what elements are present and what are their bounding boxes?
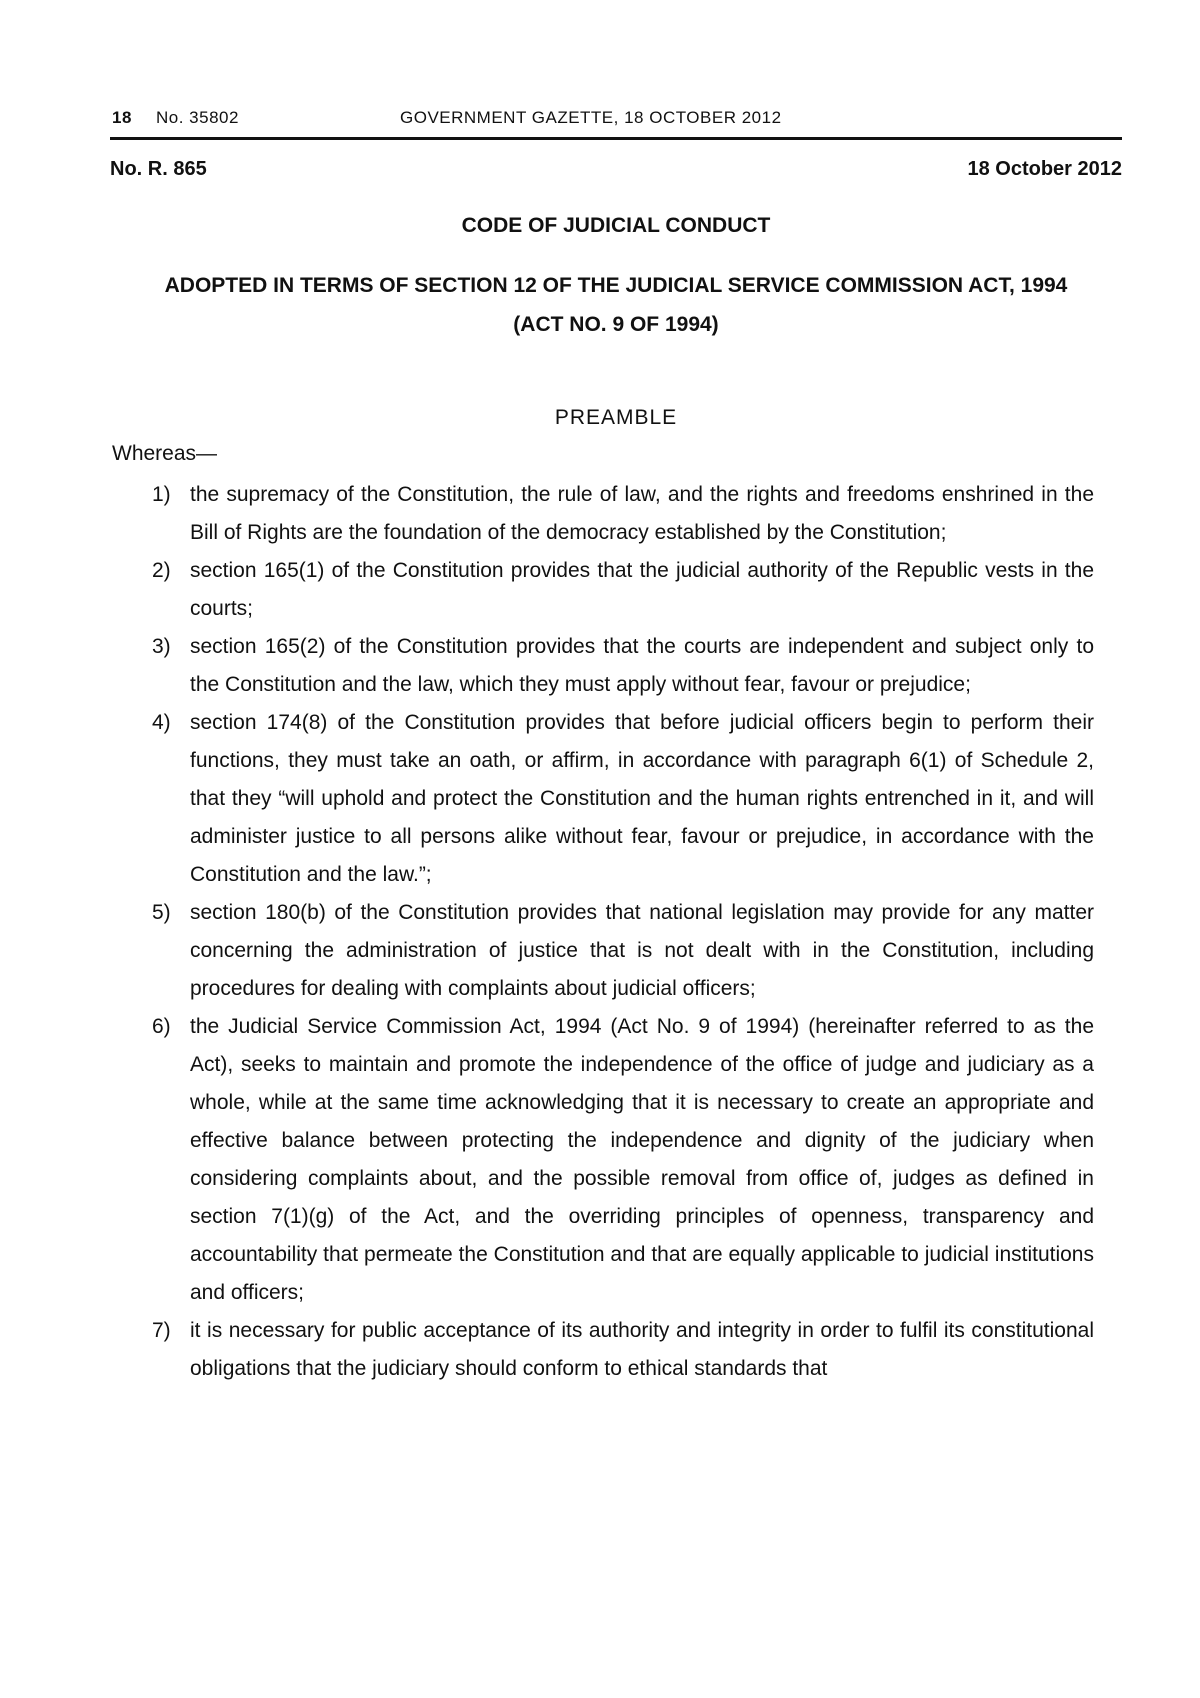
clause-text: section 180(b) of the Constitution provides that national legislation may provide for any matter concerning the administration of justice that is not dealt with in the Constitution, including procedures for dealing with complaints about judicial officers;	[190, 901, 1094, 1000]
clause-number: 4)	[152, 711, 171, 734]
clause-text: section 165(1) of the Constitution provides that the judicial authority of the Republic vests in the courts;	[190, 559, 1094, 620]
preamble-clause-4	[0, 704, 1200, 894]
notice-number: No. R. 865	[110, 158, 207, 180]
page-number: 18	[112, 108, 132, 127]
document-subtitle-line2: (ACT NO. 9 OF 1994)	[513, 313, 719, 336]
clause-text: section 165(2) of the Constitution provides that the courts are independent and subject only to the Constitution and the law, which they must apply without fear, favour or prejudice;	[190, 635, 1094, 696]
preamble-clause-1	[0, 476, 1200, 552]
document-title: CODE OF JUDICIAL CONDUCT	[461, 214, 771, 237]
preamble-clause-3	[0, 628, 1200, 704]
running-header	[112, 108, 1120, 132]
clause-number: 7)	[152, 1319, 171, 1342]
clause-number: 2)	[152, 559, 171, 582]
header-rule	[110, 137, 1122, 140]
issue-number: No. 35802	[156, 108, 239, 127]
preamble-intro: Whereas—	[112, 442, 218, 465]
preamble-clause-6	[0, 1008, 1200, 1312]
gazette-title: GOVERNMENT GAZETTE, 18 OCTOBER 2012	[400, 108, 782, 127]
document-subtitle-line1: ADOPTED IN TERMS OF SECTION 12 OF THE JUDICIAL SERVICE COMMISSION ACT, 1994	[164, 274, 1068, 297]
preamble-heading: PREAMBLE	[554, 406, 678, 429]
clause-number: 1)	[152, 483, 171, 506]
clause-text: section 174(8) of the Constitution provides that before judicial officers begin to perform their functions, they must take an oath, or affirm, in accordance with paragraph 6(1) of Schedule 2, that they “will uphold and protect the Constitution and the human rights entrenched in it, and will administer justice to all persons alike without fear, favour or prejudice, in accordance with the Constitution and the law.”;	[190, 711, 1094, 886]
preamble-clause-2	[0, 552, 1200, 628]
preamble-clause-5	[0, 894, 1200, 1008]
clause-number: 6)	[152, 1015, 171, 1038]
preamble-clause-7	[0, 1312, 1200, 1388]
notice-date: 18 October 2012	[967, 158, 1122, 180]
preamble-clauses	[0, 476, 1200, 1388]
clause-text: the Judicial Service Commission Act, 1994 (Act No. 9 of 1994) (hereinafter referred to as the Act), seeks to maintain and promote the independence of the office of judge and judiciary as a whole, while at the same time acknowledging that it is necessary to create an appropriate and effective balance between protecting the independence and dignity of the judiciary when considering complaints about, and the possible removal from office of, judges as defined in section 7(1)(g) of the Act, and the overriding principles of openness, transparency and accountability that permeate the Constitution and that are equally applicable to judicial institutions and officers;	[190, 1015, 1094, 1304]
clause-text: the supremacy of the Constitution, the rule of law, and the rights and freedoms enshrined in the Bill of Rights are the foundation of the democracy established by the Constitution;	[190, 483, 1094, 544]
clause-text: it is necessary for public acceptance of its authority and integrity in order to fulfil its constitutional obligations that the judiciary should conform to ethical standards that	[190, 1319, 1094, 1380]
clause-number: 5)	[152, 901, 171, 924]
clause-number: 3)	[152, 635, 171, 658]
